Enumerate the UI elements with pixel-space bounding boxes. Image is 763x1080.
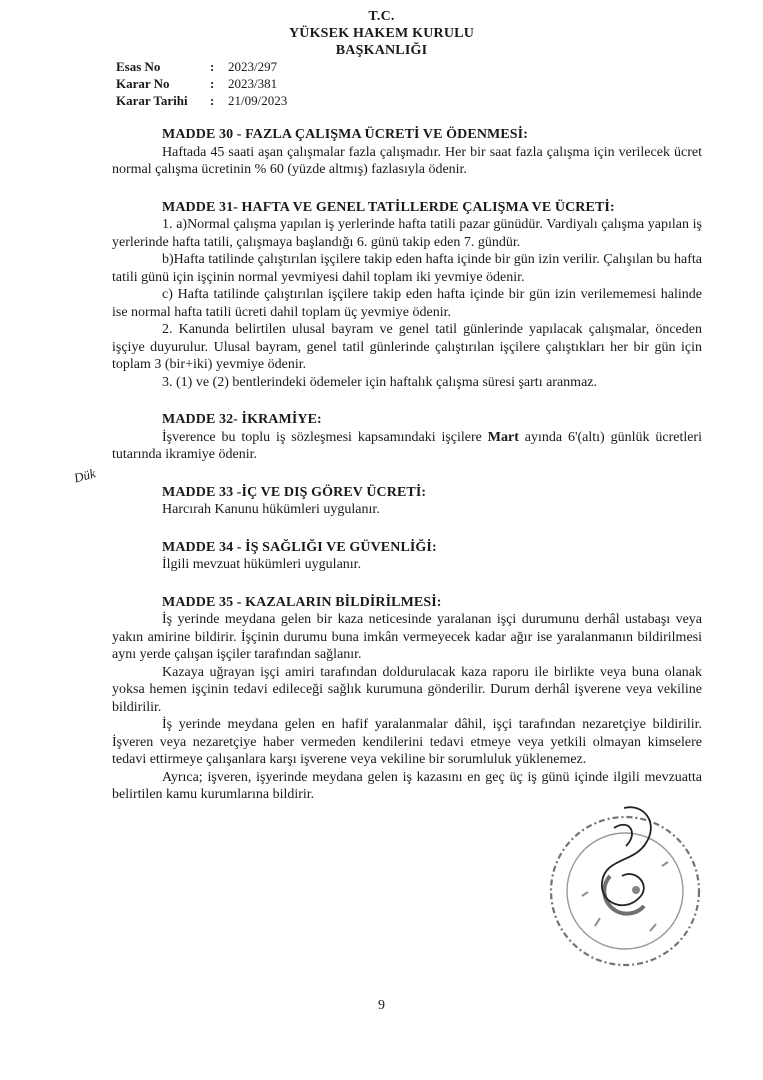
document-body — [112, 126, 702, 804]
article-33 — [112, 484, 702, 519]
article-title: MADDE 34 - İŞ SAĞLIĞI VE GÜVENLİĞİ: — [162, 539, 437, 555]
header-department: BAŞKANLIĞI — [335, 43, 428, 58]
paragraph-emphasis: Mart — [487, 429, 519, 445]
article-title: MADDE 31- HAFTA VE GENEL TATİLLERDE ÇALIŞMA VE ÜCRETİ: — [162, 199, 615, 215]
meta-label: Karar Tarihi — [116, 93, 188, 108]
meta-row-karar-tarihi — [116, 92, 287, 109]
meta-separator: : — [210, 76, 215, 91]
meta-value: 2023/381 — [228, 76, 278, 91]
meta-row-karar — [116, 75, 287, 92]
article-paragraph: Haftada 45 saati aşan çalışmalar fazla çalışmadır. Her bir saat fazla çalışma için verilecek ücret normal çalışma ücretinin % 60 (yüzde altmış) fazlasıyla ödenir. — [112, 144, 702, 177]
article-title: MADDE 30 - FAZLA ÇALIŞMA ÜCRETİ VE ÖDENMESİ: — [162, 127, 528, 142]
article-paragraph: Kazaya uğrayan işçi amiri tarafından doldurulacak kaza raporu ile birlikte veya buna olanak yoksa hemen işçinin tedavi edileceği sağlık kurumuna gönderilir. Durum derhâl işverene veya vekiline bildirilir. — [112, 664, 702, 715]
article-paragraph: c) Hafta tatilinde çalıştırılan işçilere takip eden hafta içinde bir gün izin verilememesi halinde ise normal hafta tatili ücreti dahil toplam üç yevmiye ödenir. — [112, 287, 702, 320]
article-paragraph: 2. Kanunda belirtilen ulusal bayram ve genel tatil günlerinde yapılacak çalışmalar, önceden işçiye duyurulur. Ulusal bayram, genel tatil günlerinde çalıştırılan işçilere çalıştıkları her bir gün için toplam 3 (bir+iki) yevmiye ödenir. — [112, 322, 702, 372]
article-paragraph: Harcırah Kanunu hükümleri uygulanır. — [162, 502, 380, 517]
meta-row-esas — [116, 58, 287, 75]
article-paragraph: İş yerinde meydana gelen en hafif yaralanmalar dâhil, işçi tarafından nezaretçiye bildirilir. İşveren veya nezaretçiye haber vermeden kendilerini tedavi etmeye veya yetkili olmayan kimselere tedavi ettirmeye çalışanlara karşı işverene veya vekiline bir sorumluluk yüklenemez. — [112, 717, 702, 767]
article-title: MADDE 32- İKRAMİYE: — [162, 412, 322, 427]
article-34 — [112, 539, 702, 574]
header-country: T.C. — [368, 9, 395, 24]
header-institution: YÜKSEK HAKEM KURULU — [288, 26, 475, 41]
case-meta — [116, 58, 287, 109]
meta-separator: : — [210, 93, 215, 108]
meta-value: 2023/297 — [228, 59, 278, 74]
article-32 — [112, 411, 702, 464]
handwritten-initials: Dük — [72, 465, 98, 486]
article-paragraph: İlgili mevzuat hükümleri uygulanır. — [162, 557, 362, 572]
paragraph-text: İşverence bu toplu iş sözleşmesi kapsamındaki işçilere — [162, 429, 488, 445]
article-paragraph: İş yerinde meydana gelen bir kaza neticesinde yaralanan işçi durumunu derhâl ustabaşı veya yakın amirine bildirir. İşçinin durumu buna imkân vermeyecek kadar ağır ise yaralanmanın bildirilmesi aynı yerde çalışan işçiler tarafından sağlanır. — [112, 612, 702, 662]
meta-value: 21/09/2023 — [228, 93, 288, 108]
article-35 — [112, 594, 702, 804]
document-header — [0, 8, 763, 59]
article-title: MADDE 35 - KAZALARIN BİLDİRİLMESİ: — [162, 594, 442, 610]
meta-label: Karar No — [116, 76, 170, 91]
page-number: 9 — [378, 998, 385, 1013]
article-title: MADDE 33 -İÇ VE DIŞ GÖREV ÜCRETİ: — [162, 484, 427, 500]
article-30 — [112, 126, 702, 179]
paragraph-text: ayında 6'(altı) günlük ücretleri tutarında ikramiye ödenir. — [112, 429, 702, 462]
article-31 — [112, 199, 702, 392]
article-paragraph — [112, 429, 702, 464]
article-paragraph: 3. (1) ve (2) bentlerindeki ödemeler için haftalık çalışma süresi şartı aranmaz. — [162, 374, 597, 390]
article-paragraph: 1. a)Normal çalışma yapılan iş yerlerinde hafta tatili pazar günüdür. Vardiyalı çalışma yapılan iş yerlerinde hafta tatili, çalışmaya başlandığı 6. günü takip eden 7. gündür. — [112, 217, 702, 250]
meta-label: Esas No — [116, 59, 161, 74]
article-paragraph: b)Hafta tatilinde çalıştırılan işçilere takip eden hafta içinde bir gün izin verilir. Çalışılan bu hafta tatili günü için işçinin normal yevmiyesi dahil toplam iki yevmiye ödenir. — [112, 252, 702, 285]
meta-separator: : — [210, 59, 215, 74]
article-paragraph: Ayrıca; işveren, işyerinde meydana gelen iş kazasını en geç üç iş günü içinde ilgili mevzuatta belirtilen kamu kurumlarına bildirir. — [112, 769, 702, 802]
signature-icon — [584, 798, 664, 918]
